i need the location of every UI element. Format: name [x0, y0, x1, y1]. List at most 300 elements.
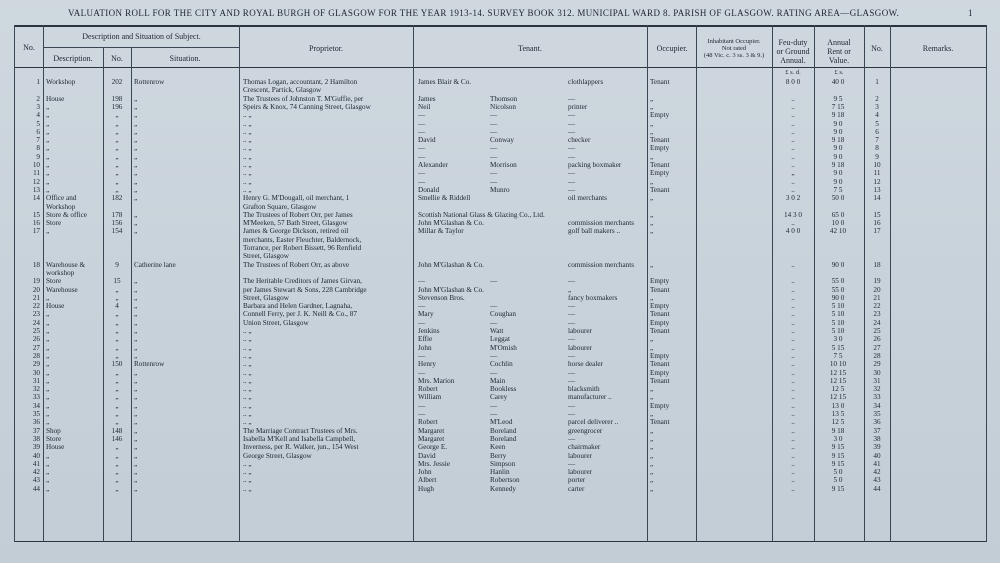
- cell-occupier: „: [650, 94, 654, 103]
- cell-tenant-occupation: —: [568, 94, 576, 103]
- cell-annual-value: 9 0: [833, 119, 843, 128]
- cell-proprietor: Connell Ferry, per J. K. Neill & Co., 87: [243, 310, 357, 319]
- cell-no2: 16: [873, 219, 881, 228]
- cell-no: 15: [32, 210, 40, 219]
- cell-tenant-first: John: [418, 468, 432, 477]
- cell-number: 154: [111, 227, 123, 236]
- cell-proprietor: .. „: [243, 401, 252, 410]
- cell-annual-value: 65 0: [831, 210, 845, 219]
- cell-number: „: [115, 177, 119, 186]
- cell-feuduty: ..: [791, 136, 795, 145]
- cell-tenant-occupation: —: [568, 152, 576, 161]
- cell-occupier: Tenant: [650, 185, 670, 194]
- page-number: 1: [968, 8, 973, 18]
- cell-no: 44: [32, 484, 40, 493]
- cell-no2: 19: [873, 277, 881, 286]
- cell-tenant-occupation: clothlappers: [568, 78, 604, 86]
- cell-occupier: Empty: [650, 351, 670, 360]
- column-divider: [239, 25, 240, 542]
- cell-no: 6: [36, 127, 40, 136]
- cell-annual-value: 13 0: [831, 401, 845, 410]
- cell-no2: 43: [873, 476, 881, 485]
- cell-description: „: [46, 451, 50, 460]
- cell-no2: 7: [875, 136, 879, 145]
- cell-annual-value: 5 15: [831, 343, 845, 352]
- cell-description: „: [46, 360, 50, 369]
- cell-occupier: „: [650, 127, 654, 136]
- cell-proprietor: .. „: [243, 136, 252, 145]
- column-divider: [413, 25, 414, 542]
- cell-no2: 38: [873, 434, 881, 443]
- cell-annual-value: 9 18: [831, 136, 845, 145]
- cell-description: „: [46, 102, 50, 111]
- cell-occupier: „: [650, 194, 654, 203]
- cell-occupier: „: [650, 443, 654, 452]
- cell-annual-value: 5 10: [831, 318, 845, 327]
- cell-tenant-occupation: labourer: [568, 468, 592, 477]
- cell-tenant-occupation: —: [568, 144, 576, 153]
- cell-tenant-first: Scottish National Glass & Glazing Co., Ltd.: [418, 210, 545, 219]
- cell-no: 8: [36, 144, 40, 153]
- col-remarks-header: Remarks.: [922, 44, 954, 53]
- cell-no: 37: [32, 426, 40, 435]
- cell-situation: „: [134, 327, 138, 335]
- cell-tenant-first: Alexander: [418, 161, 448, 169]
- cell-occupier: Empty: [650, 302, 670, 311]
- cell-occupier: „: [650, 459, 654, 468]
- cell-situation: „: [134, 368, 138, 377]
- cell-no: 28: [32, 351, 40, 360]
- cell-tenant-occupation: —: [568, 310, 576, 319]
- annual-currency-label: £ s.: [834, 69, 844, 76]
- cell-tenant-occupation: —: [568, 111, 576, 120]
- cell-no2: 9: [875, 152, 879, 161]
- cell-number: „: [115, 136, 119, 145]
- cell-tenant-first: —: [418, 277, 426, 286]
- cell-no: 32: [32, 385, 40, 394]
- cell-tenant-first: —: [418, 177, 426, 186]
- cell-proprietor: .. „: [243, 144, 252, 153]
- cell-number: 156: [111, 219, 123, 228]
- cell-number: „: [115, 385, 119, 394]
- cell-tenant-occupation: —: [568, 318, 576, 327]
- cell-proprietor: .. „: [243, 459, 252, 468]
- cell-no: 31: [32, 376, 40, 385]
- cell-annual-value: 5 0: [833, 476, 843, 485]
- cell-proprietor: .. „: [243, 484, 252, 493]
- cell-description: „: [46, 152, 50, 161]
- cell-no2: 15: [873, 210, 881, 219]
- cell-feuduty: ..: [791, 443, 795, 452]
- cell-feuduty: 4 0 0: [785, 227, 801, 236]
- cell-tenant-last: Morrison: [490, 161, 517, 169]
- cell-occupier: Tenant: [650, 136, 670, 145]
- cell-no: 1: [36, 78, 40, 86]
- cell-tenant-first: Effie: [418, 335, 433, 344]
- cell-situation: „: [134, 227, 138, 236]
- cell-description: „: [46, 119, 50, 128]
- cell-no2: 40: [873, 451, 881, 460]
- col-occupier-header: Occupier.: [656, 44, 688, 53]
- cell-proprietor: .. „: [243, 185, 252, 194]
- col-tenant-header: Tenant.: [518, 44, 542, 53]
- cell-feuduty: ..: [791, 360, 795, 369]
- cell-description: Warehouse: [46, 285, 78, 294]
- cell-tenant-occupation: labourer: [568, 451, 592, 460]
- cell-no: 36: [32, 418, 40, 427]
- cell-number: 196: [111, 102, 123, 111]
- col-inhabitant-header: Inhabitant Occupier. Not rated (48 Vic. c. 3 ss. 3 & 9.): [703, 38, 765, 59]
- cell-tenant-first: —: [418, 169, 426, 178]
- cell-tenant-occupation: labourer: [568, 327, 592, 335]
- cell-proprietor: .. „: [243, 119, 252, 128]
- cell-situation: „: [134, 185, 138, 194]
- cell-description: „: [46, 185, 50, 194]
- cell-annual-value: 9 5: [833, 94, 843, 103]
- cell-description: „: [46, 343, 50, 352]
- cell-tenant-occupation: —: [568, 127, 576, 136]
- cell-proprietor: The Trustees of Robert Orr, per James: [243, 210, 353, 219]
- cell-tenant-first: James Blair & Co.: [418, 78, 472, 86]
- cell-tenant-occupation: commission merchants: [568, 219, 635, 228]
- cell-tenant-first: Robert: [418, 385, 438, 394]
- cell-proprietor: .. „: [243, 385, 252, 394]
- cell-no: 25: [32, 327, 40, 335]
- cell-number: „: [115, 484, 119, 493]
- cell-annual-value: 5 10: [831, 302, 845, 311]
- cell-description: „: [46, 111, 50, 120]
- cell-proprietor: .. „: [243, 410, 252, 418]
- cell-situation: „: [134, 219, 138, 228]
- cell-occupier: Tenant: [650, 327, 670, 335]
- cell-description: „: [46, 335, 50, 344]
- cell-tenant-last: —: [490, 401, 498, 410]
- cell-description: House: [46, 302, 65, 311]
- cell-feuduty: ..: [791, 327, 795, 335]
- cell-feuduty: ..: [791, 152, 795, 161]
- cell-tenant-last: Munro: [490, 185, 510, 194]
- cell-proprietor: .. „: [243, 368, 252, 377]
- cell-number: „: [115, 335, 119, 344]
- cell-situation: Rottenrow: [134, 78, 165, 86]
- cell-description: „: [46, 385, 50, 394]
- cell-number: 148: [111, 426, 123, 435]
- cell-tenant-last: —: [490, 302, 498, 311]
- cell-situation: „: [134, 426, 138, 435]
- cell-tenant-first: —: [418, 152, 426, 161]
- cell-tenant-first: George E.: [418, 443, 448, 452]
- cell-situation: „: [134, 144, 138, 153]
- cell-no2: 26: [873, 335, 881, 344]
- cell-tenant-occupation: printer: [568, 102, 588, 111]
- cell-no: 27: [32, 343, 40, 352]
- cell-no2: 21: [873, 293, 881, 302]
- cell-annual-value: 55 0: [831, 277, 845, 286]
- cell-tenant-first: John M'Glashan & Co.: [418, 260, 484, 269]
- cell-tenant-first: Robert: [418, 418, 438, 427]
- cell-description: „: [46, 144, 50, 153]
- cell-tenant-last: —: [490, 277, 498, 286]
- cell-no2: 44: [873, 484, 881, 493]
- cell-tenant-last: M'Leod: [490, 418, 513, 427]
- cell-proprietor: Isabella M'Kell and Isabella Campbell,: [243, 434, 356, 443]
- cell-description: „: [46, 318, 50, 327]
- cell-tenant-occupation: —: [568, 119, 576, 128]
- cell-no: 3: [36, 102, 40, 111]
- cell-feuduty: ..: [791, 335, 795, 344]
- cell-number: „: [115, 418, 119, 427]
- cell-situation: „: [134, 152, 138, 161]
- cell-tenant-last: Carey: [490, 393, 508, 402]
- cell-tenant-first: —: [418, 119, 426, 128]
- cell-description: „: [46, 293, 50, 302]
- cell-tenant-first: Stevenson Bros.: [418, 293, 465, 302]
- cell-tenant-first: William: [418, 393, 442, 402]
- cell-number: 182: [111, 194, 123, 203]
- column-divider: [131, 48, 132, 542]
- cell-number: „: [115, 161, 119, 169]
- cell-occupier: „: [650, 227, 654, 236]
- cell-occupier: „: [650, 260, 654, 269]
- cell-annual-value: 12 15: [829, 368, 847, 377]
- cell-no: 13: [32, 185, 40, 194]
- cell-occupier: Empty: [650, 277, 670, 286]
- cell-no2: 17: [873, 227, 881, 236]
- cell-no2: 11: [873, 169, 881, 178]
- cell-description: „: [46, 327, 50, 335]
- cell-tenant-occupation: horse dealer: [568, 360, 603, 369]
- cell-tenant-first: —: [418, 410, 426, 418]
- cell-feuduty: ..: [791, 476, 795, 485]
- cell-no2: 31: [873, 376, 881, 385]
- cell-no2: 12: [873, 177, 881, 186]
- cell-situation: „: [134, 385, 138, 394]
- cell-annual-value: 12 5: [831, 418, 845, 427]
- cell-tenant-occupation: carter: [568, 484, 585, 493]
- cell-proprietor: M'Meeken, 57 Bath Street, Glasgow: [243, 219, 348, 228]
- page-title: VALUATION ROLL FOR THE CITY AND ROYAL BURGH OF GLASGOW FOR THE YEAR 1913-14. SURVEY BOOK 312. MUNICIPAL WARD 8. PARISH OF GLASGOW. RATING AREA—GLASGOW.: [68, 8, 900, 18]
- cell-number: „: [115, 119, 119, 128]
- cell-no2: 41: [873, 459, 881, 468]
- cell-tenant-last: Cochlin: [490, 360, 513, 369]
- cell-tenant-first: —: [418, 351, 426, 360]
- cell-situation: „: [134, 401, 138, 410]
- cell-tenant-first: John M'Glashan & Co.: [418, 285, 484, 294]
- cell-feuduty: ..: [791, 318, 795, 327]
- cell-tenant-last: Robertson: [490, 476, 520, 485]
- cell-no2: 42: [873, 468, 881, 477]
- cell-number: „: [115, 393, 119, 402]
- cell-tenant-occupation: —: [568, 335, 576, 344]
- cell-feuduty: ..: [791, 451, 795, 460]
- cell-situation: „: [134, 443, 138, 452]
- cell-no: 38: [32, 434, 40, 443]
- cell-occupier: Empty: [650, 401, 670, 410]
- cell-situation: „: [134, 161, 138, 169]
- cell-number: „: [115, 127, 119, 136]
- cell-situation: „: [134, 293, 138, 302]
- cell-feuduty: ..: [791, 285, 795, 294]
- cell-tenant-occupation: parcel deliverer ..: [568, 418, 619, 427]
- col-no2-header: No.: [871, 44, 883, 53]
- cell-tenant-first: Mrs. Marion: [418, 376, 455, 385]
- cell-proprietor: merchants, Easter Fleuchter, Baldernock,: [243, 235, 362, 244]
- cell-annual-value: 9 15: [831, 484, 845, 493]
- cell-no2: 27: [873, 343, 881, 352]
- cell-annual-value: 7 5: [833, 351, 843, 360]
- cell-situation: „: [134, 343, 138, 352]
- cell-no: 2: [36, 94, 40, 103]
- cell-tenant-occupation: labourer: [568, 343, 592, 352]
- cell-tenant-occupation: —: [568, 434, 576, 443]
- cell-occupier: Empty: [650, 111, 670, 120]
- cell-no2: 6: [875, 127, 879, 136]
- cell-description: „: [46, 459, 50, 468]
- cell-tenant-first: Jenkins: [418, 327, 440, 335]
- cell-situation: „: [134, 393, 138, 402]
- cell-description: „: [46, 351, 50, 360]
- cell-number: „: [115, 152, 119, 161]
- cell-situation: „: [134, 459, 138, 468]
- cell-tenant-occupation: „: [568, 285, 572, 294]
- cell-annual-value: 12 5: [831, 385, 845, 394]
- cell-situation: „: [134, 351, 138, 360]
- cell-number: „: [115, 376, 119, 385]
- cell-tenant-first: —: [418, 111, 426, 120]
- cell-number: „: [115, 459, 119, 468]
- cell-no: 23: [32, 310, 40, 319]
- cell-proprietor: .. „: [243, 335, 252, 344]
- cell-number: 15: [113, 277, 121, 286]
- cell-no2: 33: [873, 393, 881, 402]
- cell-tenant-occupation: —: [568, 376, 576, 385]
- cell-description: Store: [46, 277, 62, 286]
- cell-feuduty: ..: [791, 144, 795, 153]
- cell-proprietor: .. „: [243, 111, 252, 120]
- cell-situation: Catherine lane: [134, 260, 176, 269]
- cell-number: „: [115, 144, 119, 153]
- cell-annual-value: 40 0: [831, 78, 845, 86]
- cell-proprietor: .. „: [243, 476, 252, 485]
- cell-tenant-last: Hanlin: [490, 468, 510, 477]
- cell-proprietor: The Marriage Contract Trustees of Mrs.: [243, 426, 358, 435]
- cell-proprietor: .. „: [243, 418, 252, 427]
- cell-no2: 36: [873, 418, 881, 427]
- cell-no2: 3: [875, 102, 879, 111]
- cell-no: 7: [36, 136, 40, 145]
- cell-tenant-first: —: [418, 401, 426, 410]
- cell-feuduty: ..: [791, 351, 795, 360]
- cell-description: „: [46, 393, 50, 402]
- cell-feuduty: ..: [791, 426, 795, 435]
- cell-no: 39: [32, 443, 40, 452]
- cell-proprietor: .. „: [243, 169, 252, 178]
- cell-tenant-occupation: —: [568, 410, 576, 418]
- cell-no2: 18: [873, 260, 881, 269]
- cell-annual-value: 5 0: [833, 468, 843, 477]
- cell-tenant-last: Simpson: [490, 459, 516, 468]
- cell-annual-value: 9 15: [831, 451, 845, 460]
- cell-proprietor: .. „: [243, 127, 252, 136]
- cell-tenant-last: Boreland: [490, 426, 517, 435]
- cell-situation: „: [134, 318, 138, 327]
- cell-annual-value: 9 0: [833, 144, 843, 153]
- cell-tenant-last: —: [490, 410, 498, 418]
- cell-description: „: [46, 468, 50, 477]
- cell-proprietor: .. „: [243, 393, 252, 402]
- cell-no2: 28: [873, 351, 881, 360]
- cell-tenant-first: Margaret: [418, 426, 445, 435]
- cell-feuduty: 14 3 0: [784, 210, 802, 219]
- cell-no2: 10: [873, 161, 881, 169]
- cell-tenant-first: Millar & Taylor: [418, 227, 464, 236]
- cell-annual-value: 9 0: [833, 152, 843, 161]
- cell-no2: 1: [875, 78, 879, 86]
- cell-number: „: [115, 451, 119, 460]
- cell-annual-value: 9 15: [831, 459, 845, 468]
- cell-number: 198: [111, 94, 123, 103]
- cell-description: Workshop: [46, 78, 76, 86]
- cell-annual-value: 5 10: [831, 310, 845, 319]
- cell-occupier: Tenant: [650, 285, 670, 294]
- col-proprietor-header: Proprietor.: [309, 44, 343, 53]
- cell-tenant-occupation: —: [568, 401, 576, 410]
- feuduty-currency-label: £ s. d.: [785, 69, 801, 76]
- cell-situation: „: [134, 210, 138, 219]
- cell-no: 29: [32, 360, 40, 369]
- cell-no: 26: [32, 335, 40, 344]
- cell-feuduty: „: [791, 169, 795, 178]
- cell-situation: „: [134, 285, 138, 294]
- cell-occupier: Tenant: [650, 376, 670, 385]
- cell-no2: 5: [875, 119, 879, 128]
- col-description-group-header: Description and Situation of Subject.: [82, 32, 201, 41]
- cell-no: 12: [32, 177, 40, 186]
- cell-feuduty: ..: [791, 468, 795, 477]
- cell-tenant-occupation: —: [568, 302, 576, 311]
- cell-tenant-first: Albert: [418, 476, 437, 485]
- cell-annual-value: 10 10: [829, 360, 847, 369]
- cell-tenant-last: Watt: [490, 327, 504, 335]
- cell-feuduty: ..: [791, 127, 795, 136]
- column-divider: [864, 25, 865, 542]
- col-situation-header: Situation.: [169, 54, 201, 63]
- cell-no2: 4: [875, 111, 879, 120]
- cell-tenant-first: —: [418, 302, 426, 311]
- cell-no: 30: [32, 368, 40, 377]
- cell-proprietor: Union Street, Glasgow: [243, 318, 309, 327]
- cell-number: „: [115, 368, 119, 377]
- cell-tenant-occupation: —: [568, 185, 576, 194]
- cell-proprietor: .. „: [243, 343, 252, 352]
- cell-occupier: „: [650, 177, 654, 186]
- cell-proprietor: The Trustees of Robert Orr, as above: [243, 260, 350, 269]
- cell-tenant-first: Henry: [418, 360, 436, 369]
- cell-no2: 29: [873, 360, 881, 369]
- cell-occupier: „: [650, 293, 654, 302]
- cell-tenant-occupation: checker: [568, 136, 591, 145]
- cell-annual-value: 13 5: [831, 410, 845, 418]
- cell-no2: 8: [875, 144, 879, 153]
- cell-description: „: [46, 376, 50, 385]
- cell-tenant-last: —: [490, 111, 498, 120]
- cell-situation: „: [134, 335, 138, 344]
- cell-tenant-last: —: [490, 144, 498, 153]
- cell-proprietor: .. „: [243, 351, 252, 360]
- cell-proprietor: Inverness, per R. Walker, jun., 154 West: [243, 443, 359, 452]
- cell-tenant-last: —: [490, 351, 498, 360]
- cell-tenant-occupation: fancy boxmakers: [568, 293, 618, 302]
